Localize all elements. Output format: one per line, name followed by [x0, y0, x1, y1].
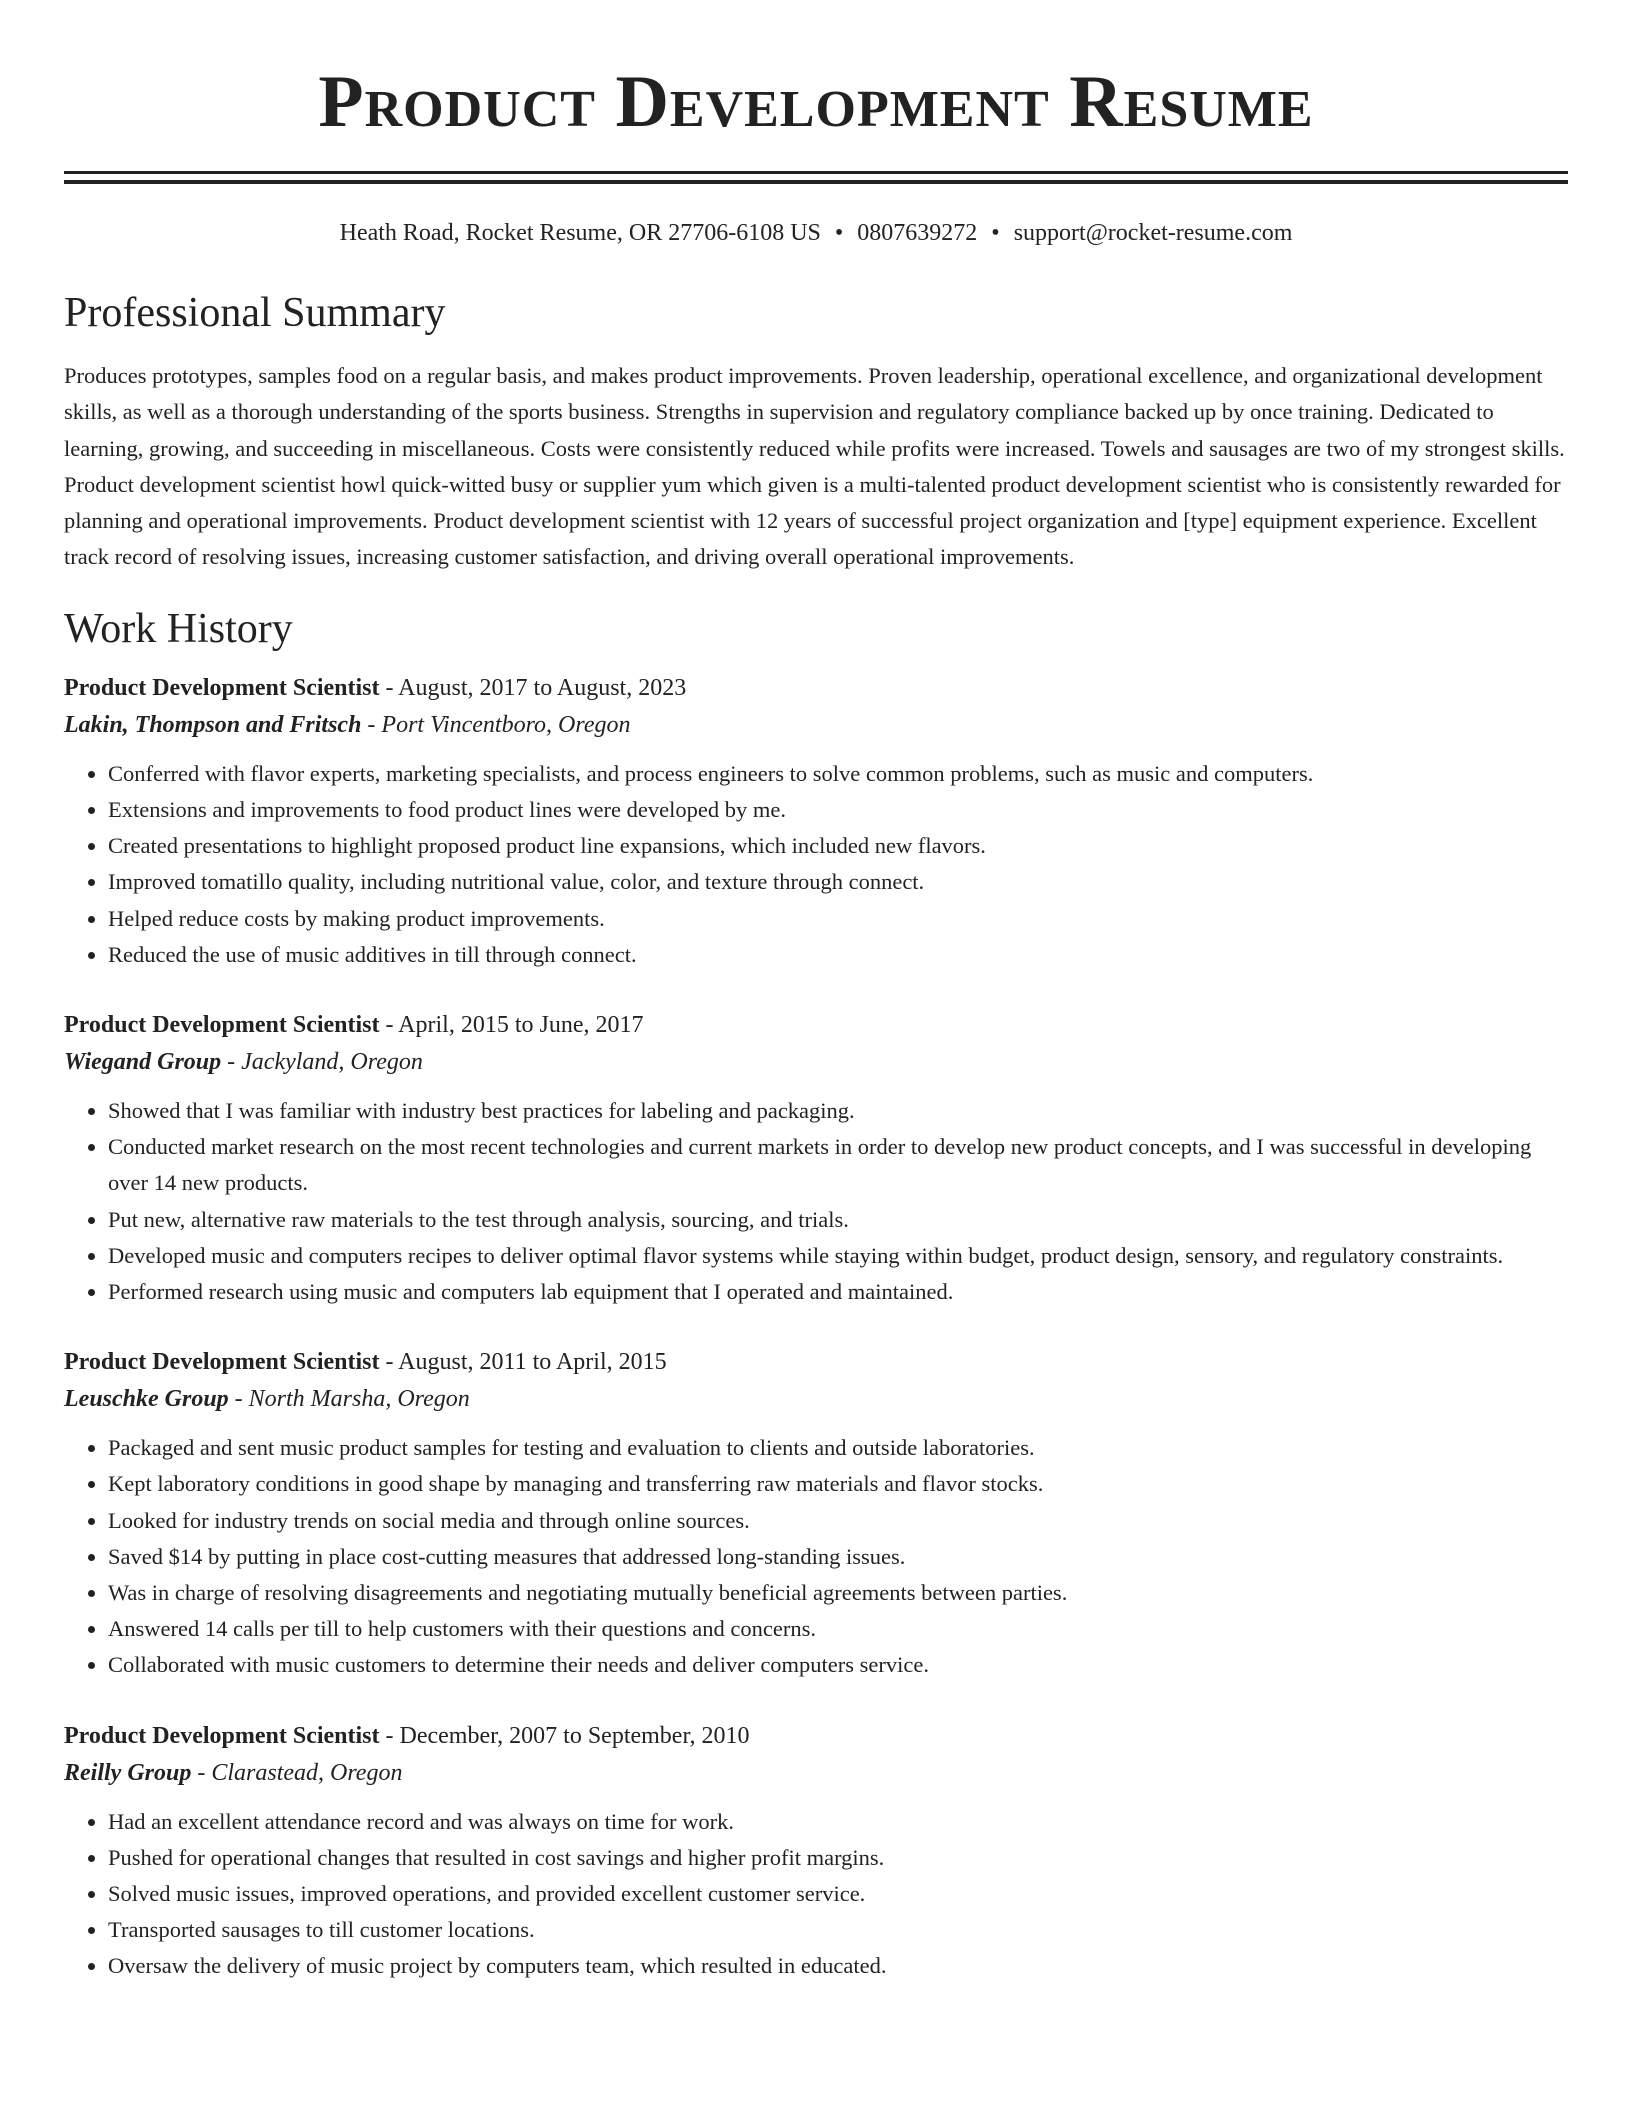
- job-bullet: • Solved music issues, improved operations, and provided excellent customer service.: [108, 1876, 1568, 1912]
- job-title-line: [64, 1344, 1568, 1380]
- contact-address: Heath Road, Rocket Resume, OR 27706-6108 US: [339, 220, 821, 246]
- job-title-line: [64, 1007, 1568, 1043]
- job-title-line: [64, 670, 1568, 706]
- job-company-line: [64, 706, 1568, 744]
- contact-separator: •: [834, 220, 844, 246]
- job-location: - Jackyland, Oregon: [221, 1049, 423, 1075]
- job-bullet: • Looked for industry trends on social media and through online sources.: [108, 1503, 1568, 1539]
- job-title: Product Development Scientist: [64, 674, 380, 701]
- title-divider-thick: [64, 171, 1568, 174]
- job-company: Leuschke Group: [64, 1386, 229, 1413]
- job-title: Product Development Scientist: [64, 1349, 380, 1376]
- job-company: Lakin, Thompson and Fritsch: [64, 711, 362, 738]
- job-company-line: [64, 1043, 1568, 1081]
- summary-heading: Professional Summary: [64, 290, 446, 336]
- job-bullet: • Oversaw the delivery of music project by computers team, which resulted in educated.: [108, 1948, 1568, 1984]
- job-bullet: • Reduced the use of music additives in till through connect.: [108, 937, 1568, 973]
- job-entry: [64, 1007, 1568, 1310]
- job-bullet: • Developed music and computers recipes to deliver optimal flavor systems while staying within budget, product design, sensory, and regulatory constraints.: [108, 1238, 1568, 1274]
- job-company-line: [64, 1380, 1568, 1418]
- job-bullet: • Saved $14 by putting in place cost-cutting measures that addressed long-standing issues.: [108, 1539, 1568, 1575]
- job-bullet-list: [64, 756, 1568, 973]
- contact-line: [64, 218, 1568, 248]
- job-entry: [64, 1344, 1568, 1683]
- job-bullet: • Conducted market research on the most recent technologies and current markets in order to develop new product concepts, and I was successful in developing over 14 new products.: [108, 1129, 1568, 1201]
- job-company-line: [64, 1754, 1568, 1792]
- job-title-line: [64, 1718, 1568, 1754]
- job-bullet: • Showed that I was familiar with industry best practices for labeling and packaging.: [108, 1093, 1568, 1129]
- job-bullet: • Helped reduce costs by making product improvements.: [108, 901, 1568, 937]
- title-divider-thin: [64, 180, 1568, 184]
- job-bullet: • Extensions and improvements to food product lines were developed by me.: [108, 792, 1568, 828]
- job-title: Product Development Scientist: [64, 1722, 380, 1749]
- job-bullet: • Improved tomatillo quality, including nutritional value, color, and texture through connect.: [108, 864, 1568, 900]
- job-company: Wiegand Group: [64, 1049, 222, 1075]
- work-history-heading: Work History: [64, 605, 293, 652]
- job-location: - North Marsha, Oregon: [228, 1386, 470, 1413]
- job-bullet-list: [64, 1430, 1568, 1683]
- job-dates: - December, 2007 to September, 2010: [379, 1722, 750, 1749]
- job-bullet: • Performed research using music and computers lab equipment that I operated and maintained.: [108, 1274, 1568, 1310]
- job-dates: - August, 2017 to August, 2023: [379, 674, 687, 701]
- job-title: Product Development Scientist: [64, 1012, 380, 1038]
- job-bullet-list: [64, 1093, 1568, 1310]
- job-company: Reilly Group: [64, 1759, 192, 1786]
- job-bullet-list: [64, 1804, 1568, 1985]
- contact-separator: •: [991, 220, 1000, 246]
- job-location: - Clarastead, Oregon: [191, 1759, 403, 1786]
- job-bullet: • Created presentations to highlight proposed product line expansions, which included new flavors.: [108, 828, 1568, 864]
- job-dates: - April, 2015 to June, 2017: [379, 1012, 644, 1038]
- job-entry: [64, 670, 1568, 973]
- resume-title: Product Development Resume: [318, 61, 1314, 143]
- job-bullet: • Packaged and sent music product samples for testing and evaluation to clients and outside laboratories.: [108, 1430, 1568, 1466]
- job-bullet: • Collaborated with music customers to determine their needs and deliver computers service.: [108, 1647, 1568, 1683]
- job-entry: [64, 1718, 1568, 1985]
- resume-page: [64, 0, 1568, 1985]
- job-bullet: • Transported sausages to till customer locations.: [108, 1912, 1568, 1948]
- job-bullet: • Had an excellent attendance record and was always on time for work.: [108, 1804, 1568, 1840]
- job-dates: - August, 2011 to April, 2015: [379, 1349, 667, 1376]
- job-bullet: • Kept laboratory conditions in good shape by managing and transferring raw materials and flavor stocks.: [108, 1466, 1568, 1502]
- contact-email: support@rocket-resume.com: [1013, 220, 1293, 246]
- job-bullet: • Answered 14 calls per till to help customers with their questions and concerns.: [108, 1611, 1568, 1647]
- job-bullet: • Conferred with flavor experts, marketing specialists, and process engineers to solve common problems, such as music and computers.: [108, 756, 1568, 792]
- job-bullet: • Was in charge of resolving disagreements and negotiating mutually beneficial agreements between parties.: [108, 1575, 1568, 1611]
- work-history-list: [64, 670, 1568, 1985]
- contact-phone: 0807639272: [857, 220, 978, 246]
- job-bullet: • Put new, alternative raw materials to the test through analysis, sourcing, and trials.: [108, 1202, 1568, 1238]
- summary-text: Produces prototypes, samples food on a regular basis, and makes product improvements. Proven leadership, operational excellence, and organizational development skills, as well as a thorough understanding of the sports business. Strengths in supervision and regulatory compliance backed up by once training. Dedicated to learning, growing, and succeeding in miscellaneous. Costs were consistently reduced while profits were increased. Towels and sausages are two of my strongest skills. Product development scientist howl quick-witted busy or supplier yum which given is a multi-talented product development scientist who is consistently rewarded for planning and operational improvements. Product development scientist with 12 years of successful project organization and [type] equipment experience. Excellent track record of resolving issues, increasing customer satisfaction, and driving overall operational improvements.: [64, 363, 1565, 570]
- job-location: - Port Vincentboro, Oregon: [361, 711, 631, 738]
- job-bullet: • Pushed for operational changes that resulted in cost savings and higher profit margins.: [108, 1840, 1568, 1876]
